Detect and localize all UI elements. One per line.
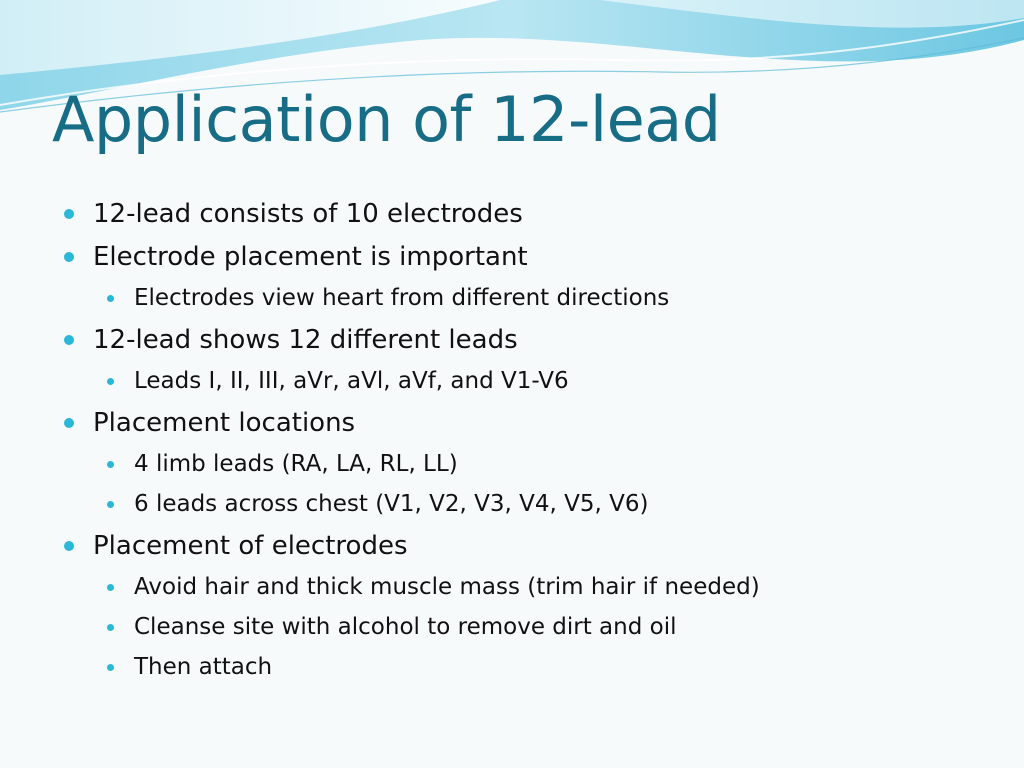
bullet-dot-icon	[64, 252, 74, 262]
bullet-text: Avoid hair and thick muscle mass (trim hair if needed)	[134, 574, 760, 600]
bullet-dot-icon	[107, 295, 114, 302]
sub-bullet-item	[62, 607, 1002, 647]
bullet-text: Electrode placement is important	[93, 242, 528, 272]
bullet-text: 12-lead consists of 10 electrodes	[93, 199, 523, 229]
bullet-item	[62, 525, 1002, 567]
sub-bullet-item	[62, 567, 1002, 607]
bullet-item	[62, 319, 1002, 361]
bullet-text: Then attach	[134, 654, 273, 680]
slide-title: Application of 12-lead	[52, 83, 721, 156]
bullet-item	[62, 236, 1002, 278]
bullet-text: Leads I, II, III, aVr, aVl, aVf, and V1-V6	[134, 368, 569, 394]
bullet-text: 12-lead shows 12 different leads	[93, 325, 518, 355]
bullet-text: 4 limb leads (RA, LA, RL, LL)	[134, 451, 458, 477]
sub-bullet-item	[62, 647, 1002, 687]
bullet-dot-icon	[107, 461, 114, 468]
sub-bullet-item	[62, 484, 1002, 524]
bullet-dot-icon	[107, 584, 114, 591]
bullet-dot-icon	[107, 624, 114, 631]
bullet-dot-icon	[64, 209, 74, 219]
sub-bullet-item	[62, 361, 1002, 401]
bullet-dot-icon	[107, 378, 114, 385]
bullet-item	[62, 193, 1002, 235]
bullet-text: Placement locations	[93, 408, 356, 438]
bullet-dot-icon	[64, 541, 74, 551]
bullet-text: Placement of electrodes	[93, 531, 408, 561]
bullet-dot-icon	[64, 335, 74, 345]
bullet-text: Cleanse site with alcohol to remove dirt and oil	[134, 614, 677, 640]
bullet-text: Electrodes view heart from different directions	[134, 285, 670, 311]
bullet-list	[62, 192, 1002, 687]
bullet-dot-icon	[107, 501, 114, 508]
sub-bullet-item	[62, 278, 1002, 318]
bullet-item	[62, 402, 1002, 444]
sub-bullet-item	[62, 444, 1002, 484]
bullet-dot-icon	[64, 418, 74, 428]
bullet-dot-icon	[107, 664, 114, 671]
bullet-text: 6 leads across chest (V1, V2, V3, V4, V5, V6)	[134, 491, 649, 517]
